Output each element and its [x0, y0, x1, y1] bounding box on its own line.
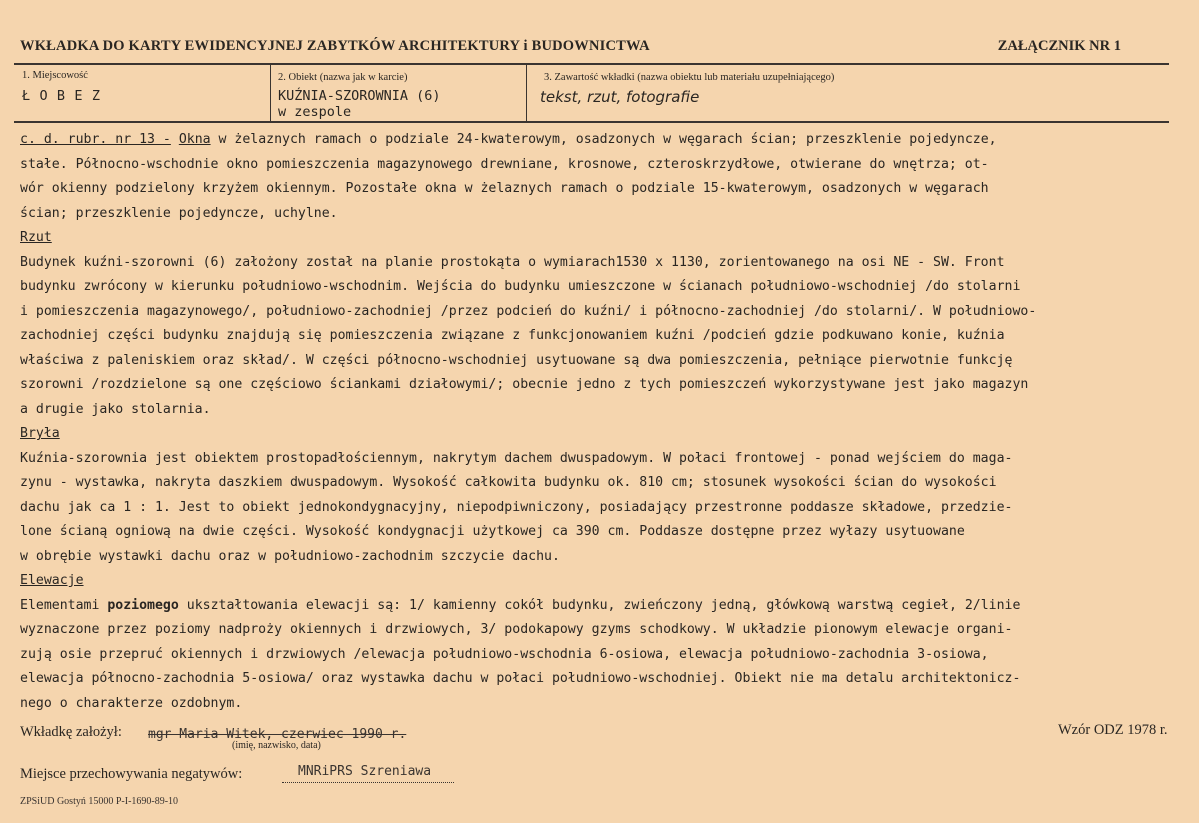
- text-line: budynku zwrócony w kierunku południowo-wschodnim. Wejścia do budynku umieszczone w ścianach południowo-wschodniej /do stolarni: [20, 279, 1021, 294]
- text-line: elewacja północno-zachodnia 5-osiowa/ oraz wystawka dachu w połaci południowo-wschodniej. Obiekt nie ma detalu architektonicz-: [20, 671, 1021, 686]
- created-by-note: (imię, nazwisko, data): [232, 740, 321, 751]
- text-line: stałe. Północno-wschodnie okno pomieszczenia magazynowego drewniane, krosnowe, czteroskrzydłowe, otwierane do wnętrza; ot-: [20, 156, 989, 172]
- text-line: szorowni /rozdzielone są one częściowo ściankami działowymi/; obecnie jedno z tych pomieszczeń wykorzystywane jest jako magazyn: [20, 377, 1029, 392]
- heading-okna: Okna: [178, 132, 211, 147]
- negatives-dotted-line: [282, 782, 454, 783]
- object-value: KUŹNIA-SZOROWNIA (6): [278, 88, 441, 104]
- object-value-line2: w zespole: [278, 104, 352, 120]
- heading-rzut: Rzut: [20, 230, 52, 245]
- text-line: [20, 128, 1170, 153]
- content-value-handwritten: tekst, rzut, fotografie: [540, 88, 700, 106]
- text-line: Budynek kuźni-szorowni (6) założony został na planie prostokąta o wymiarach1530 x 1130, zorientowanego na osi NE - SW. Front: [20, 254, 1005, 270]
- text-line: zynu - wystawka, nakryta daszkiem dwuspadowym. Wysokość całkowita budynku ok. 810 cm; stosunek wysokości ścian do wysokości: [20, 475, 997, 490]
- negatives-location-value: MNRiPRS Szreniawa: [298, 764, 432, 779]
- text-line: [20, 594, 1170, 619]
- text-line: w obrębie wystawki dachu oraz w południowo-zachodnim szczycie dachu.: [20, 548, 560, 564]
- field-divider-2: [526, 64, 527, 121]
- text-line: wyznaczone przez poziomy nadproży okiennych i drzwiowych, 3/ podokapowy gzyms schodkowy. W układzie pionowym elewacje organi-: [20, 622, 1013, 637]
- text-line: dachu jak ca 1 : 1. Jest to obiekt jednokondygnacyjny, niepodpiwniczony, posiadający przestronne poddasze składowe, przedzie-: [20, 499, 1013, 515]
- text-line: Kuźnia-szorownia jest obiektem prostopadłościennym, nakrytym dachem dwuspadowym. W połaci frontowej - ponad wejściem do maga-: [20, 450, 1013, 466]
- header-rule-bottom: [14, 121, 1169, 123]
- heading-bryla: Bryła: [20, 426, 60, 441]
- text-line: nego o charakterze ozdobnym.: [20, 695, 243, 711]
- field-divider-1: [270, 64, 271, 121]
- place-value: Ł O B E Z: [22, 88, 101, 104]
- text-line: właściwa z paleniskiem oraz skład/. W części północno-wschodniej usytuowane są dwa pomieszczenia, pełniące pierwotnie funkcję: [20, 352, 1013, 368]
- text-line: a drugie jako stolarnia.: [20, 401, 211, 417]
- text-line: zachodniej części budynku znajdują się pomieszczenia związane z funkcjonowaniem kuźni /podcień gdzie podkuwano konie, kuźnia: [20, 328, 1005, 343]
- text-line-segment: Elementami: [20, 597, 108, 613]
- heading-elewacje: Elewacje: [20, 573, 84, 588]
- text-line: zują osie przepruć okiennych i drzwiowych /elewacja południowo-wschodnia 6-osiowa, elewacja południowo-zachodnia 3-osiowa,: [20, 646, 989, 662]
- text-line: ścian; przeszklenie pojedyncze, uchylne.: [20, 205, 338, 221]
- header-rule-top: [14, 63, 1169, 65]
- text-line-segment: w żelaznych ramach o podziale 24-kwaterowym, osadzonych w węgarach ścian; przeszklenie pojedyncze,: [210, 132, 997, 147]
- created-by-label: Wkładkę założył:: [20, 724, 122, 740]
- text-line-segment: ukształtowania elewacji są: 1/ kamienny cokół budynku, zwieńczony jedną, główkową warstwą cegieł, 2/linie: [178, 597, 1021, 613]
- annex-number: ZAŁĄCZNIK NR 1: [997, 38, 1121, 54]
- created-by-value: mgr Maria Witek, czerwiec 1990 r.: [148, 727, 407, 742]
- text-line: i pomieszczenia magazynowego/, południowo-zachodniej /przez podcień do kuźni/ i północno-zachodniej /do stolarni/. W południowo-: [20, 303, 1037, 319]
- negatives-location-label: Miejsce przechowywania negatywów:: [20, 766, 243, 782]
- card-title: WKŁADKA DO KARTY EWIDENCYJNEJ ZABYTKÓW ARCHITEKTURY i BUDOWNICTWA: [20, 38, 650, 54]
- print-code: ZPSiUD Gostyń 15000 P-I-1690-89-10: [20, 796, 179, 807]
- text-line: wór okienny podzielony krzyżem okiennym. Pozostałe okna w żelaznych ramach o podziale 15-kwaterowym, osadzonych w węgarach: [20, 181, 989, 196]
- description-text: [20, 128, 1170, 716]
- bold-term: poziomego: [107, 597, 179, 613]
- model-version: Wzór ODZ 1978 r.: [1058, 722, 1168, 738]
- text-line: lone ścianą ogniową na dwie części. Wysokość kondygnacji użytkowej ca 390 cm. Poddasze dostępne przez wyłazy usytuowane: [20, 524, 965, 539]
- continuation-ref: c. d. rubr. nr 13 -: [20, 132, 171, 147]
- content-label: 3. Zawartość wkładki (nazwa obiektu lub materiału uzupełniającego): [544, 72, 835, 83]
- object-label: 2. Obiekt (nazwa jak w karcie): [278, 72, 408, 83]
- place-label: 1. Miejscowość: [22, 70, 88, 81]
